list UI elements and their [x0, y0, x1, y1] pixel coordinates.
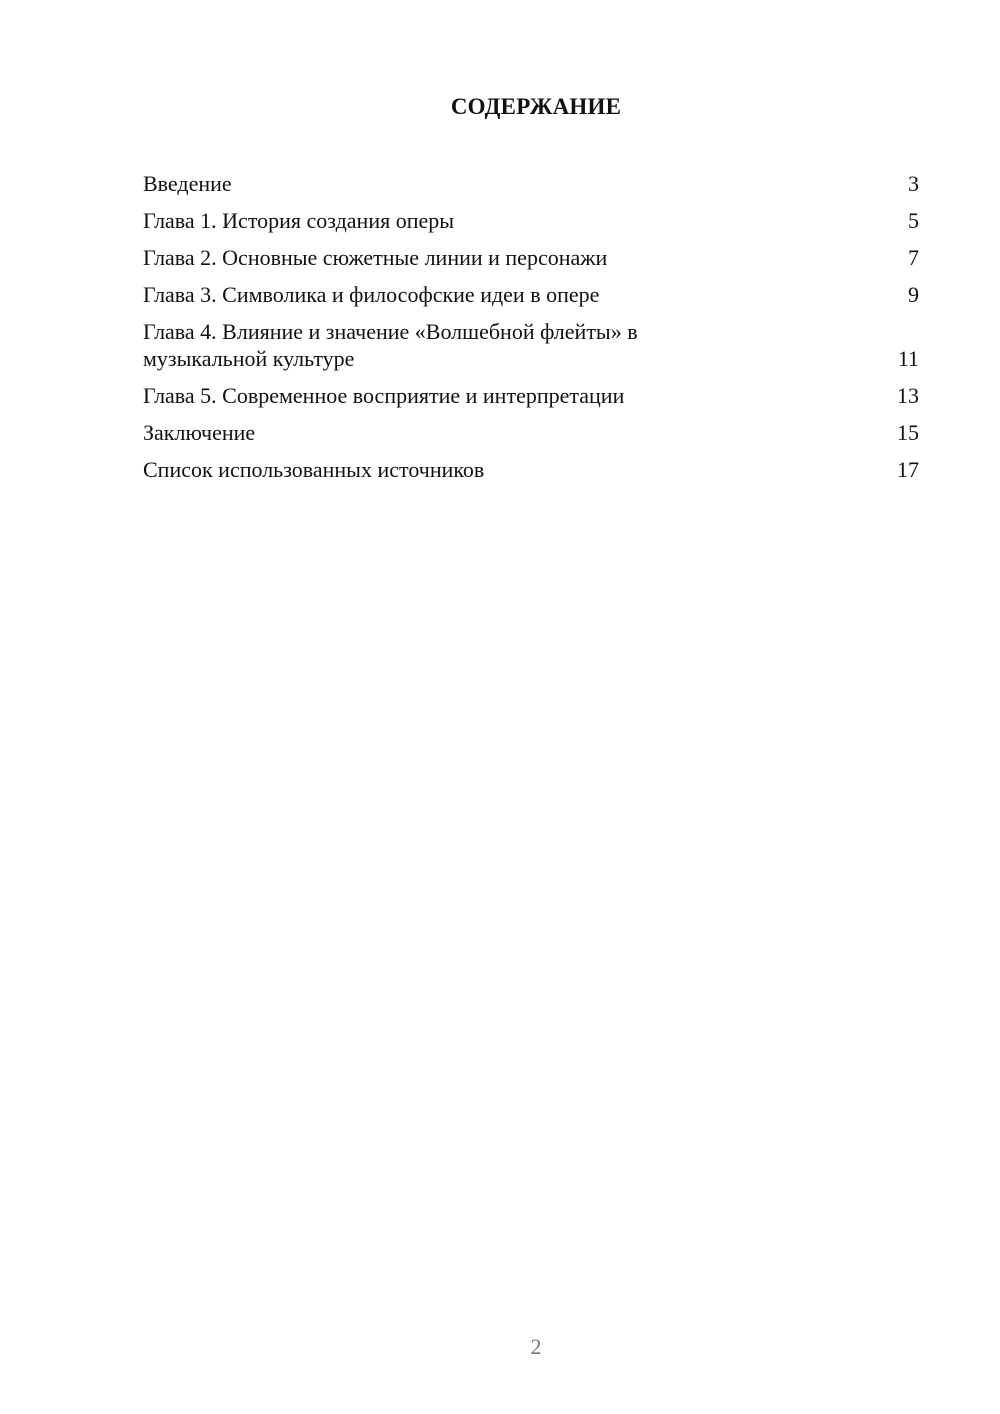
toc-entry-page-number: 15: [897, 420, 919, 445]
toc-entry-chapter-4: [143, 318, 919, 382]
toc-entry-page-number: 11: [897, 346, 919, 371]
toc-entry-page-number: 17: [897, 457, 919, 482]
toc-entry-chapter-5: [143, 382, 919, 419]
toc-entry-text: Глава 2. Основные сюжетные линии и персонажи: [143, 245, 608, 270]
toc-entry-page-number: 3: [908, 171, 919, 196]
toc-entry-chapter-1: [143, 207, 919, 244]
toc-entry-page-number: 5: [908, 208, 919, 233]
toc-entry-chapter-2: [143, 244, 919, 281]
toc-entry-page-number: 9: [908, 282, 919, 307]
toc-entry-chapter-3: [143, 281, 919, 318]
table-of-contents: [143, 170, 919, 493]
toc-entry-page-number: 7: [908, 245, 919, 270]
toc-entry-conclusion: [143, 419, 919, 456]
toc-entry-page-number: 13: [897, 383, 919, 408]
toc-entry-introduction: [143, 170, 919, 207]
toc-entry-text: Глава 4. Влияние и значение «Волшебной флейты» в музыкальной культуре: [143, 319, 638, 371]
toc-entry-text: Введение: [143, 171, 232, 196]
page-number: 2: [530, 1334, 542, 1359]
toc-entry-references: [143, 456, 919, 493]
toc-entry-text: Глава 1. История создания оперы: [143, 208, 455, 233]
toc-entry-text: Глава 5. Современное восприятие и интерпретации: [143, 383, 625, 408]
toc-entry-text: Глава 3. Символика и философские идеи в опере: [143, 282, 600, 307]
table-of-contents-title: СОДЕРЖАНИЕ: [450, 94, 622, 119]
toc-entry-text: Заключение: [143, 420, 256, 445]
toc-entry-text: Список использованных источников: [143, 457, 485, 482]
